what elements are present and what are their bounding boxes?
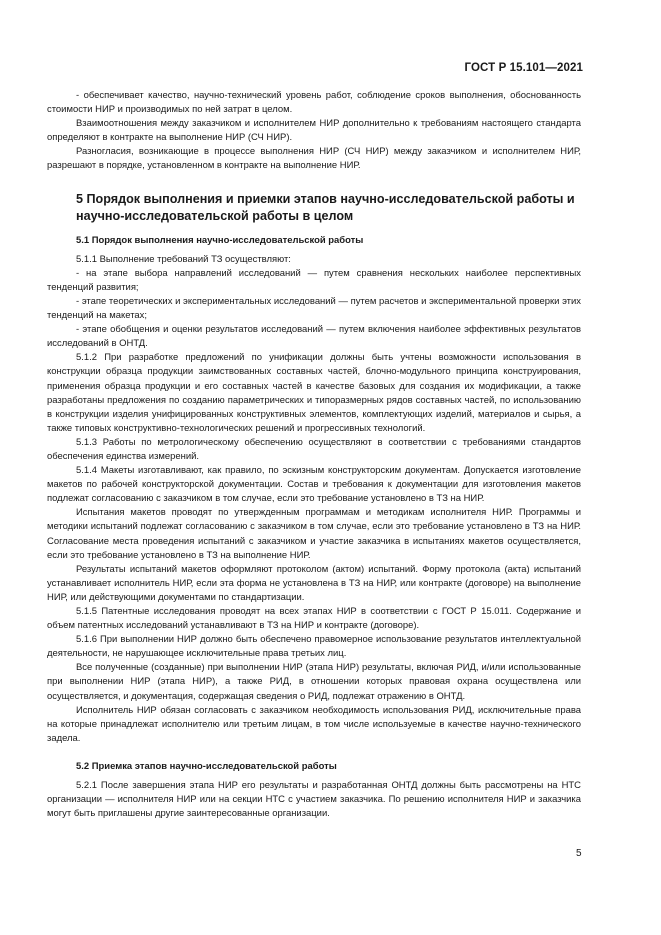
paragraph: 5.1.3 Работы по метрологическому обеспечению осуществляют в соответствии с требованиями стандартов обеспечения единства измерений. xyxy=(47,436,581,462)
paragraph: Результаты испытаний макетов оформляют протоколом (актом) испытаний. Форму протокола (акта) испытаний устанавливает исполнитель НИР, если эта форма не установлена в ТЗ на НИР, или контракте (договоре) на выполнение НИР, или действующими документами по стандартизации. xyxy=(47,563,581,603)
list-item: - этапе обобщения и оценки результатов исследований — путем включения наиболее эффективных результатов исследований в ОНТД. xyxy=(47,324,581,350)
intro-paragraph: - обеспечивает качество, научно-технический уровень работ, соблюдение сроков выполнения, обоснованность стоимости НИР и производимых по ней затрат в целом. xyxy=(47,90,581,116)
paragraph: 5.2.1 После завершения этапа НИР его результаты и разработанная ОНТД должны быть рассмотрены на НТС организации — исполнителя НИР или на секции НТС с участием заказчика. По решению исполнителя НИР и заказчика могут быть приглашены другие заинтересованные организации. xyxy=(47,780,581,820)
page-number: 5 xyxy=(576,848,582,859)
paragraph: Испытания макетов проводят по утвержденным программам и методикам исполнителя НИР. Программы и методики испытаний подлежат согласованию с заказчиком в том случае, если это требование установлено в ТЗ на НИР. Согласование места проведения испытаний с заказчиком и участие заказчика в испытаниях макетов осуществляется, если это требование установлено в ТЗ на выполнение НИР. xyxy=(47,507,581,561)
page-body xyxy=(47,89,581,821)
standard-code-header: ГОСТ Р 15.101—2021 xyxy=(464,62,583,74)
paragraph: 5.1.6 При выполнении НИР должно быть обеспечено правомерное использование результатов интеллектуальной деятельности, не нарушающее исключительные права третьих лиц. xyxy=(47,634,581,660)
paragraph: 5.1.1 Выполнение требований ТЗ осуществляют: xyxy=(76,253,291,265)
intro-paragraph: Разногласия, возникающие в процессе выполнения НИР (СЧ НИР) между заказчиком и исполнителем НИР, разрешают в порядке, установленном в контракте на выполнение НИР. xyxy=(47,146,581,172)
intro-paragraph: Взаимоотношения между заказчиком и исполнителем НИР дополнительно к требованиям настоящего стандарта определяют в контракте на выполнение НИР (СЧ НИР). xyxy=(47,118,581,144)
paragraph: Исполнитель НИР обязан согласовать с заказчиком необходимость использования РИД, исключительные права на которые принадлежат исполнителю или третьим лицам, в том числе используемые в качестве научно-технического задела. xyxy=(47,704,581,744)
subsection-5-2-heading: 5.2 Приемка этапов научно-исследовательской работы xyxy=(76,760,337,772)
section-5-heading: 5 Порядок выполнения и приемки этапов научно-исследовательской работы и научно-исследовательской работы в целом xyxy=(76,191,575,223)
paragraph: 5.1.4 Макеты изготавливают, как правило, по эскизным конструкторским документам. Допускается изготовление макетов по рабочей конструкторской документации. Состав и требования к документации для изготовления макетов подлежат согласованию с заказчиком в том случае, если это требование установлено в ТЗ на НИР. xyxy=(47,465,581,505)
paragraph: 5.1.2 При разработке предложений по унификации должны быть учтены возможности использования в конструкции образца продукции заимствованных составных частей, блочно-модульного принципа конструирования, применения образца продукции и его составных частей в качестве базовых для создания их модификации, а также разработаны предложения по созданию параметрических и типоразмерных рядов составных частей, по использованию в конструкции изделия унифицированных конструктивных элементов, комплектующих изделий, материалов и сырья, а также типовых конструктивно-технологических решений и прогрессивных технологий. xyxy=(47,352,581,434)
list-item: - на этапе выбора направлений исследований — путем сравнения нескольких наиболее перспективных тенденций развития; xyxy=(47,267,581,293)
paragraph: Все полученные (созданные) при выполнении НИР (этапа НИР) результаты, включая РИД, и/или использованные при выполнении НИР (этапа НИР), а также РИД, в отношении которых правовая охрана осуществлена или осуществляется, и документация, содержащая сведения о РИД, подлежат отражению в ОНТД. xyxy=(47,662,581,702)
subsection-5-1-heading: 5.1 Порядок выполнения научно-исследовательской работы xyxy=(76,234,364,246)
list-item: - этапе теоретических и экспериментальных исследований — путем расчетов и экспериментальной проверки этих тенденций на макетах; xyxy=(47,295,581,322)
paragraph: 5.1.5 Патентные исследования проводят на всех этапах НИР в соответствии с ГОСТ Р 15.011. Содержание и объем патентных исследований устанавливают в ТЗ на НИР и контракте (договоре). xyxy=(47,606,581,632)
